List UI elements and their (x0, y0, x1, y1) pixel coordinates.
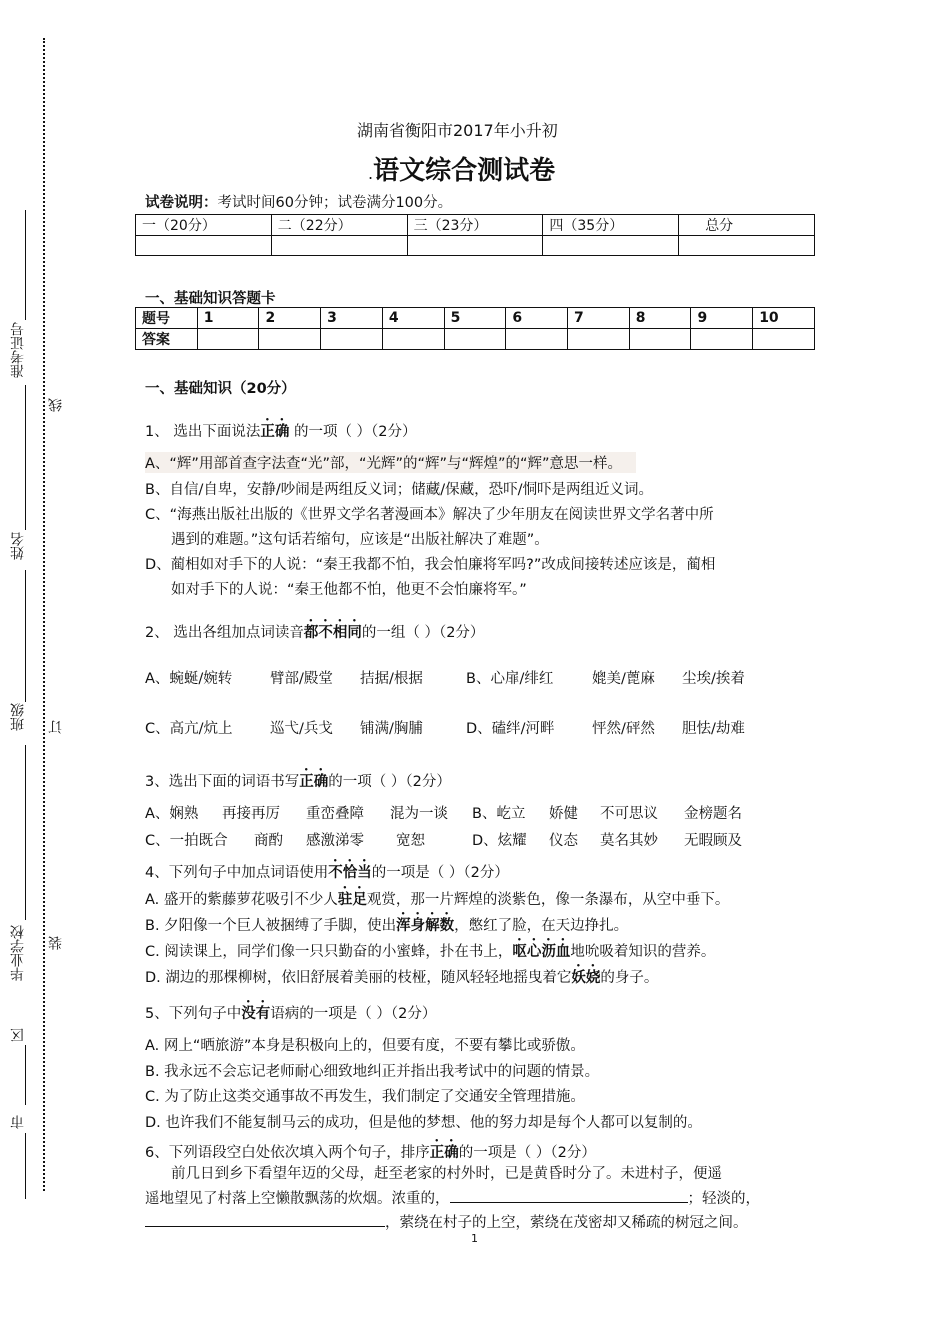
q3-option: 感激涕零 (306, 833, 364, 849)
answer-label: 答案 (136, 329, 198, 350)
score-header: 总分 (679, 215, 815, 236)
answer-cell[interactable] (691, 329, 753, 350)
q5-option-c: C. 为了防止这类交通事故不再发生，我们制定了交通安全管理措施。 (145, 1089, 585, 1105)
q3-option: 仪态 (549, 833, 578, 849)
q2-option: 拮据/根据 (360, 671, 423, 687)
question-number: 2 (259, 308, 321, 329)
margin-line (25, 210, 26, 320)
margin-line (25, 745, 26, 920)
q6-stem: 6、下列语段空白处依次填入两个句子，排序正确的一项是（ ）（2分） (145, 1145, 596, 1161)
q2-option: 臂部/殿堂 (270, 671, 333, 687)
q3-option: 无暇顾及 (684, 833, 742, 849)
score-header: 一（20分） (136, 215, 272, 236)
q1-option-c: C、“海燕出版社出版的《世界文学名著漫画本》解决了少年朋友在阅读世界文学名著中所 (145, 507, 714, 523)
q2-option: 胆怯/劫难 (682, 721, 745, 737)
question-number: 7 (568, 308, 630, 329)
q6-blank-2[interactable] (145, 1212, 385, 1227)
city-label: 市 (10, 1115, 26, 1129)
answer-cell[interactable] (753, 329, 815, 350)
margin-line (25, 570, 26, 702)
class-label: 班级 (10, 703, 26, 731)
margin-line (25, 1045, 26, 1105)
q3-option: 娇健 (549, 806, 578, 822)
question-number: 3 (321, 308, 383, 329)
q4-option-c: C. 阅读课上，同学们像一只只勤奋的小蜜蜂，扑在书上，呕心沥血地吮吸着知识的营养。 (145, 944, 716, 960)
q3-option: 商酌 (254, 833, 283, 849)
question-number: 8 (629, 308, 691, 329)
answer-card-table (135, 307, 815, 350)
q6-passage-line3: ，萦绕在村子的上空，萦绕在茂密却又稀疏的树冠之间。 (145, 1211, 748, 1232)
page-number: 1 (471, 1232, 478, 1245)
margin-line (25, 385, 26, 530)
q2-option: C、高亢/炕上 (145, 721, 233, 737)
q3-option: 重峦叠障 (306, 806, 364, 822)
q3-option: 金榜题名 (684, 806, 742, 822)
score-cell[interactable] (136, 236, 272, 256)
exam-instructions: 试卷说明：考试时间60分钟；试卷满分100分。 (145, 195, 453, 211)
q6-passage-line2: 遥地望见了村落上空懒散飘荡的炊烟。浓重的， ；轻淡的， (145, 1187, 760, 1208)
answer-cell[interactable] (197, 329, 259, 350)
score-cell[interactable] (543, 236, 679, 256)
binding-dotted-line (43, 38, 45, 1191)
question-number: 1 (197, 308, 259, 329)
q4-option-b: B. 夕阳像一个巨人被捆缚了手脚，使出浑身解数，憋红了脸，在天边挣扎。 (145, 918, 629, 934)
q4-option-d: D. 湖边的那棵柳树，依旧舒展着美丽的枝桠，随风轻轻地摇曳着它妖娆的身子。 (145, 970, 659, 986)
answer-cell[interactable] (568, 329, 630, 350)
score-header: 四（35分） (543, 215, 679, 236)
answer-cell[interactable] (629, 329, 691, 350)
q3-option: A、娴熟 (145, 806, 199, 822)
q5-option-a: A. 网上“晒旅游”本身是积极向上的，但要有度，不要有攀比或骄傲。 (145, 1038, 585, 1054)
binding-label-ding: 订 (48, 720, 64, 734)
q2-option: 媲美/蓖麻 (592, 671, 655, 687)
score-header: 二（22分） (271, 215, 407, 236)
answer-cell[interactable] (321, 329, 383, 350)
q3-stem: 3、选出下面的词语书写正确的一项（ ）（2分） (145, 774, 451, 790)
q2-option: 铺满/胸脯 (360, 721, 423, 737)
answer-card-title: 一、基础知识答题卡 (145, 291, 276, 307)
exam-id-label: 准考证号 (10, 322, 26, 378)
question-number: 5 (444, 308, 506, 329)
cut-line-label: 线 (48, 398, 64, 412)
section-title: 一、基础知识（20分） (145, 381, 296, 397)
score-header: 三（23分） (407, 215, 543, 236)
q1-option-d: D、蔺相如对手下的人说：“秦王我都不怕，我会怕廉将军吗?”改成间接转述应该是，蔺相 (145, 557, 716, 573)
district-label: 区 (10, 1028, 26, 1042)
q2-stem: 2、 选出各组加点词读音都不相同的一组（ ）（2分） (145, 625, 485, 641)
q3-option: 莫名其妙 (600, 833, 658, 849)
q2-option: 尘埃/挨着 (682, 671, 745, 687)
answer-cell[interactable] (259, 329, 321, 350)
score-cell[interactable] (679, 236, 815, 256)
q6-passage-line1: 前几日到乡下看望年迈的父母，赶至老家的村外时，已是黄昏时分了。未进村子，便遥 (171, 1166, 722, 1182)
name-label: 姓名 (10, 532, 26, 560)
question-number: 9 (691, 308, 753, 329)
q4-stem: 4、下列句子中加点词语使用不恰当的一项是（ ）（2分） (145, 865, 509, 881)
q3-option: D、炫耀 (472, 833, 527, 849)
exam-subtitle: 湖南省衡阳市2017年小升初 (357, 121, 558, 140)
q2-option: B、心扉/绯红 (466, 671, 554, 687)
question-number: 10 (753, 308, 815, 329)
q5-option-b: B. 我永远不会忘记老师耐心细致地纠正并指出我考试中的问题的情景。 (145, 1064, 600, 1080)
q5-stem: 5、下列句子中没有语病的一项是（ ）（2分） (145, 1006, 437, 1022)
answer-cell[interactable] (444, 329, 506, 350)
question-number-label: 题号 (136, 308, 198, 329)
score-cell[interactable] (271, 236, 407, 256)
q1-stem: 1、 选出下面说法正确 的一项（ ）（2分） (145, 424, 417, 440)
score-cell[interactable] (407, 236, 543, 256)
q3-option: 不可思议 (600, 806, 658, 822)
q2-option: 巡弋/兵戈 (270, 721, 333, 737)
q1-option-d-cont: 如对手下的人说：“秦王他都不怕，他更不会怕廉将军。” (171, 582, 527, 598)
q1-option-a: A、“辉”用部首查字法查“光”部，“光辉”的“辉”与“辉煌”的“辉”意思一样。 (145, 452, 636, 473)
q2-option: A、蜿蜒/婉转 (145, 671, 233, 687)
answer-cell[interactable] (382, 329, 444, 350)
q2-option: D、磕绊/河畔 (466, 721, 555, 737)
question-number: 6 (506, 308, 568, 329)
q4-option-a: A. 盛开的紫藤萝花吸引不少人驻足观赏，那一片辉煌的淡紫色，像一条瀑布，从空中垂下。 (145, 892, 730, 908)
q5-option-d: D. 也许我们不能复制马云的成功，但是他的梦想、他的努力却是每个人都可以复制的。 (145, 1115, 702, 1131)
exam-title: .语文综合测试卷 (368, 156, 556, 186)
q3-option: 混为一谈 (390, 806, 448, 822)
margin-line (25, 1133, 26, 1199)
q1-option-c-cont: 遇到的难题。”这句话若缩句，应该是“出版社解决了难题”。 (171, 532, 549, 548)
q3-option: B、屹立 (472, 806, 526, 822)
answer-cell[interactable] (506, 329, 568, 350)
binding-label-zhuang: 装 (48, 936, 64, 950)
q3-option: 再接再厉 (222, 806, 280, 822)
q2-option: 怦然/砰然 (592, 721, 655, 737)
score-table (135, 214, 815, 256)
school-label: 毕业学校 (10, 925, 26, 981)
question-number: 4 (382, 308, 444, 329)
q1-option-b: B、自信/自卑，安静/吵闹是两组反义词；储藏/保藏，恐吓/恫吓是两组近义词。 (145, 482, 653, 498)
q3-option: C、一拍既合 (145, 833, 228, 849)
q3-option: 宽恕 (396, 833, 425, 849)
q6-blank-1[interactable] (450, 1188, 688, 1203)
